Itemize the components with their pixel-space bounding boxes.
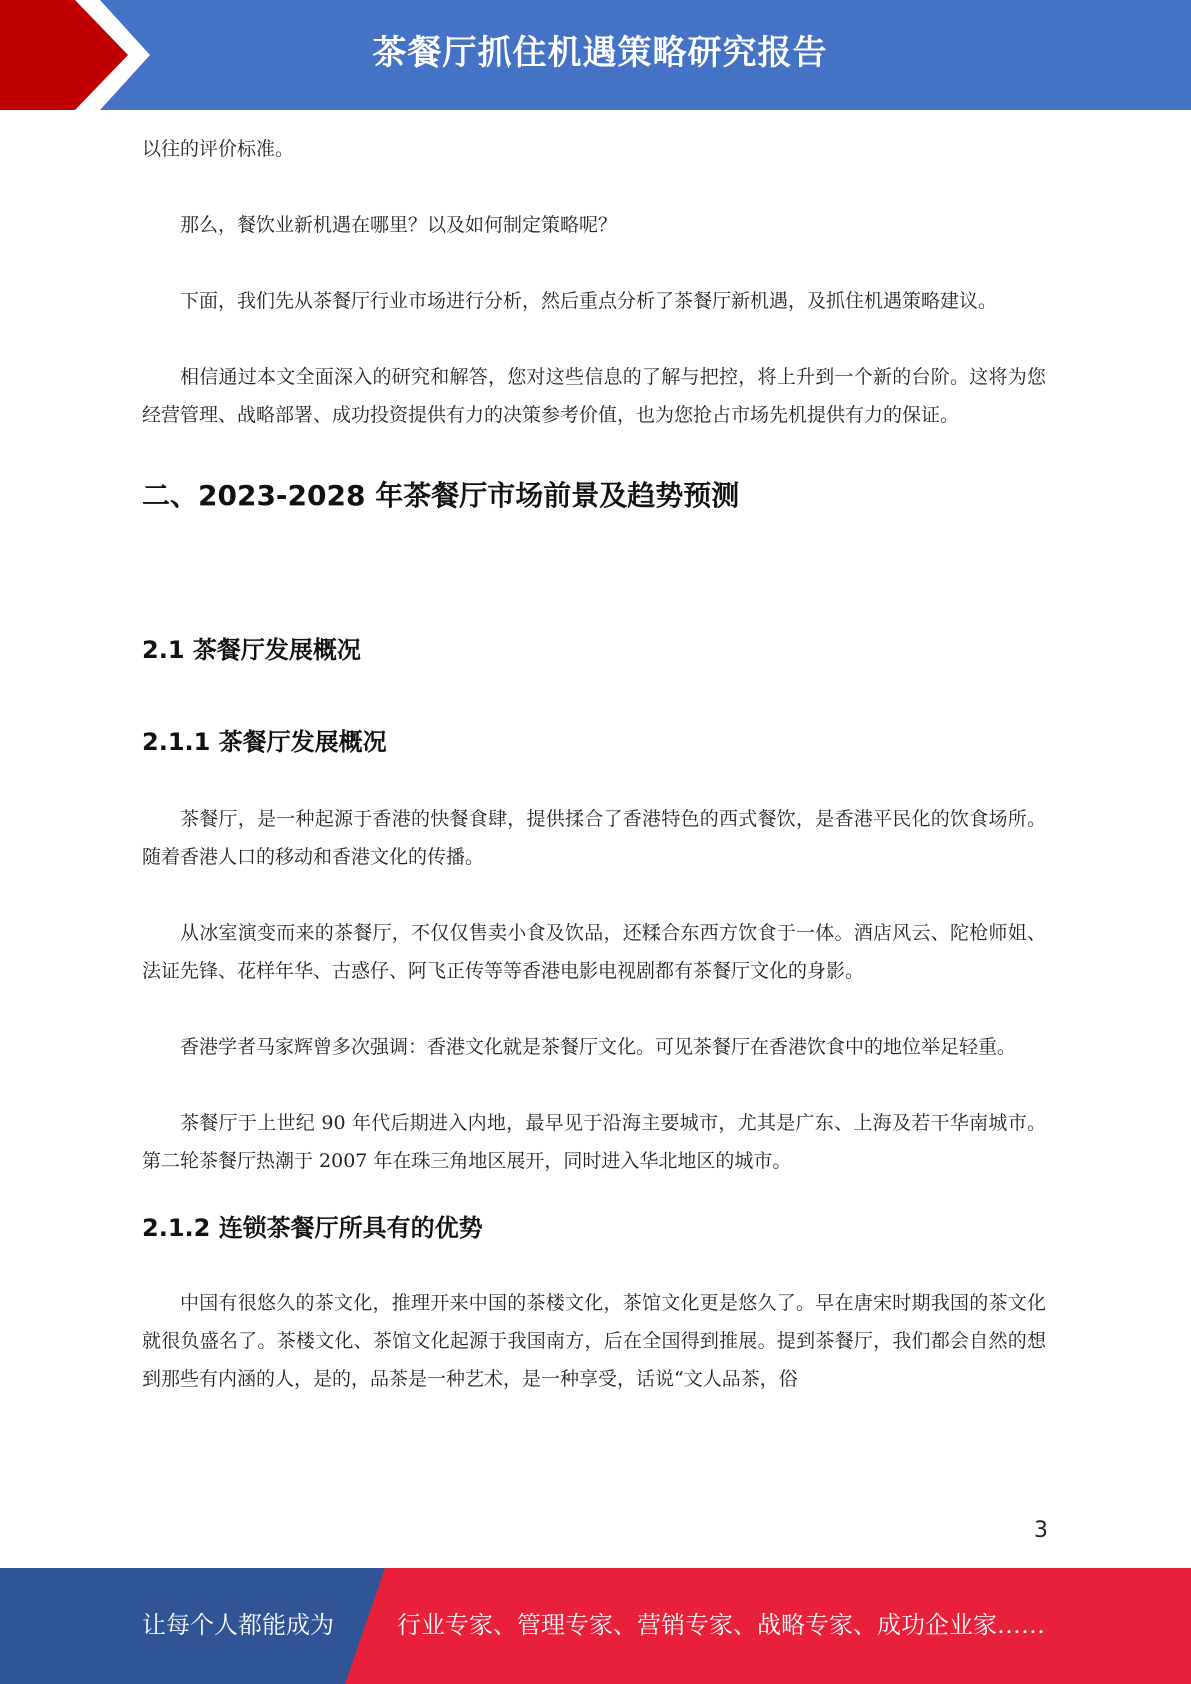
- paragraph-2-1-1-d: 茶餐厅于上世纪 90 年代后期进入内地，最早见于沿海主要城市，尤其是广东、上海及若干华南城市。第二轮茶餐厅热潮于 2007 年在珠三角地区展开，同时进入华北地区的城市。: [142, 1112, 1046, 1172]
- report-title: 茶餐厅抓住机遇策略研究报告: [372, 33, 828, 73]
- section-2-1-heading: 2.1 茶餐厅发展概况: [142, 636, 361, 664]
- page-number: 3: [1034, 1518, 1048, 1543]
- paragraph-2-1-1-c: 香港学者马家辉曾多次强调：香港文化就是茶餐厅文化。可见茶餐厅在香港饮食中的地位举足轻重。: [180, 1036, 1017, 1058]
- section-2-1-2-heading: 2.1.2 连锁茶餐厅所具有的优势: [142, 1214, 483, 1242]
- page-footer: [0, 1568, 1191, 1684]
- document-body: [142, 130, 1046, 1398]
- paragraph-intro-plan: 下面，我们先从茶餐厅行业市场进行分析，然后重点分析了茶餐厅新机遇，及抓住机遇策略建议。: [180, 290, 998, 312]
- paragraph-intro-value: 相信通过本文全面深入的研究和解答，您对这些信息的了解与把控，将上升到一个新的台阶。这将为您经营管理、战略部署、成功投资提供有力的决策参考价值，也为您抢占市场先机提供有力的保证。: [142, 366, 1046, 426]
- page-header: [0, 0, 1191, 110]
- footer-slogan-roles: 行业专家、管理专家、营销专家、战略专家、成功企业家……: [397, 1611, 1045, 1639]
- paragraph-2-1-1-b: 从冰室演变而来的茶餐厅，不仅仅售卖小食及饮品，还糅合东西方饮食于一体。酒店风云、陀枪师姐、法证先锋、花样年华、古惑仔、阿飞正传等等香港电影电视剧都有茶餐厅文化的身影。: [142, 922, 1046, 982]
- paragraph-2-1-2-a: 中国有很悠久的茶文化，推理开来中国的茶楼文化，茶馆文化更是悠久了。早在唐宋时期我国的茶文化就很负盛名了。茶楼文化、茶馆文化起源于我国南方，后在全国得到推展。提到茶餐厅，我们都会自然的想到那些有内涵的人，是的，品茶是一种艺术，是一种享受，话说“文人品茶，俗: [142, 1292, 1046, 1390]
- footer-slogan-lead: 让每个人都能成为: [142, 1611, 334, 1639]
- paragraph-2-1-1-a: 茶餐厅，是一种起源于香港的快餐食肆，提供揉合了香港特色的西式餐饮，是香港平民化的饮食场所。随着香港人口的移动和香港文化的传播。: [142, 808, 1046, 868]
- paragraph-intro-tail: 以往的评价标准。: [142, 138, 295, 160]
- paragraph-intro-question: 那么，餐饮业新机遇在哪里？以及如何制定策略呢？: [180, 214, 618, 236]
- chapter-2-heading: 二、2023-2028 年茶餐厅市场前景及趋势预测: [142, 479, 740, 512]
- section-2-1-1-heading: 2.1.1 茶餐厅发展概况: [142, 728, 387, 756]
